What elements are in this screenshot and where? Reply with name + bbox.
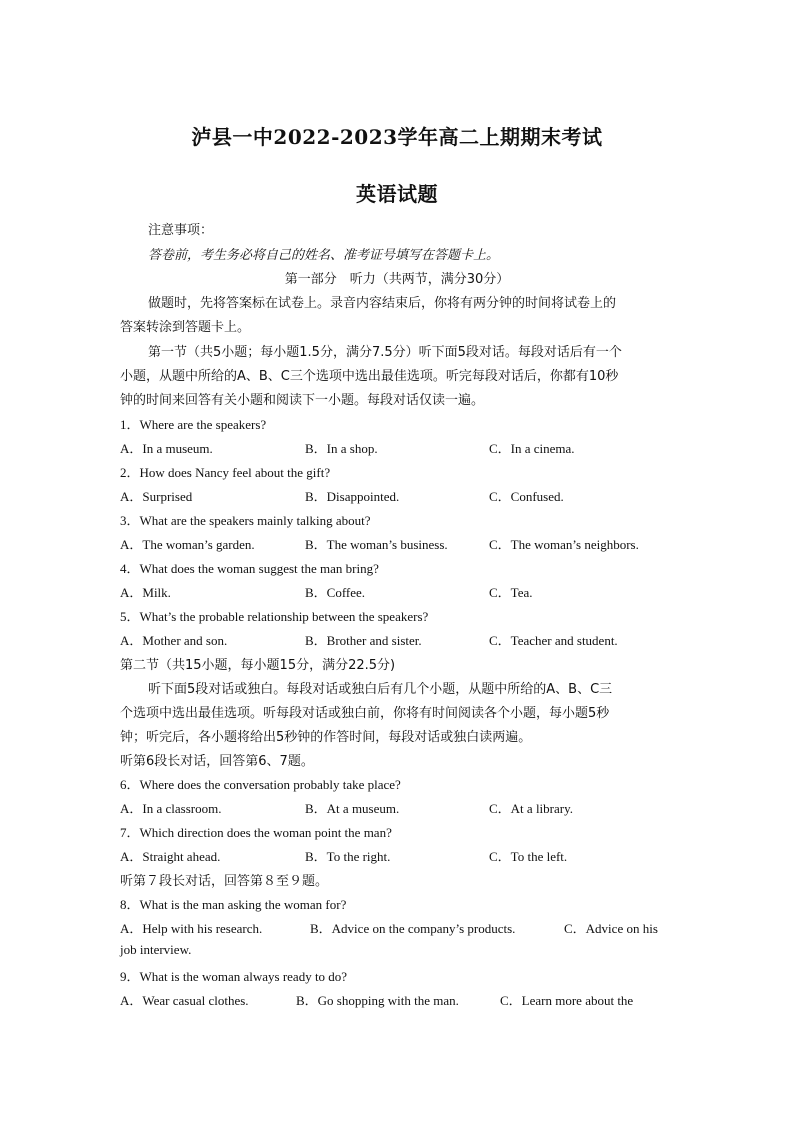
q3-option-b: B．The woman’s business. bbox=[305, 537, 448, 552]
q7-option-c: C．To the left. bbox=[489, 849, 568, 864]
q8-option-c-continued: job interview. bbox=[120, 942, 192, 957]
q9-option-b: B．Go shopping with the man. bbox=[296, 993, 459, 1008]
question-3: 3．What are the speakers mainly talking about? bbox=[120, 513, 371, 528]
section2-line-1: 听下面5段对话或独白。每段对话或独白后有几个小题，从题中所给的A、B、C三 bbox=[148, 682, 613, 697]
subject-title: 英语试题 bbox=[356, 182, 438, 206]
q3-option-c: C．The woman’s neighbors. bbox=[489, 537, 639, 552]
section2-heading: 第二节（共15小题，每小题15分，满分22.5分) bbox=[120, 658, 396, 673]
part1-heading: 第一部分 听力（共两节，满分30分） bbox=[284, 272, 510, 287]
q4-option-c: C．Tea. bbox=[489, 585, 533, 600]
q6-option-b: B．At a museum. bbox=[305, 801, 400, 816]
q8-option-c: C．Advice on his bbox=[564, 921, 658, 936]
notice-text: 答卷前，考生务必将自己的姓名、准考证号填写在答题卡上。 bbox=[148, 248, 500, 263]
section2-line-3: 钟；听完后，各小题将给出5秒钟的作答时间，每段对话或独白读两遍。 bbox=[120, 730, 532, 745]
question-1: 1．Where are the speakers? bbox=[120, 417, 267, 432]
question-5: 5．What’s the probable relationship between the speakers? bbox=[120, 609, 429, 624]
question-8: 8．What is the man asking the woman for? bbox=[120, 897, 347, 912]
section1-line-1: 第一节（共5小题；每小题1.5分，满分7.5分）听下面5段对话。每段对话后有一个 bbox=[148, 345, 622, 360]
q5-option-b: B．Brother and sister. bbox=[305, 633, 422, 648]
q1-option-a: A．In a museum. bbox=[120, 441, 213, 456]
q2-option-c: C．Confused. bbox=[489, 489, 564, 504]
section2-line-2: 个选项中选出最佳选项。听每段对话或独白前，你将有时间阅读各个小题，每小题5秒 bbox=[120, 706, 610, 721]
talk6-instruction: 听第6段长对话，回答第6、7题。 bbox=[120, 754, 314, 769]
q6-option-a: A．In a classroom. bbox=[120, 801, 222, 816]
q4-option-a: A．Milk. bbox=[120, 585, 171, 600]
question-7: 7．Which direction does the woman point the man? bbox=[120, 825, 392, 840]
q3-option-a: A．The woman’s garden. bbox=[120, 537, 255, 552]
question-4: 4．What does the woman suggest the man bring? bbox=[120, 561, 379, 576]
q1-option-c: C．In a cinema. bbox=[489, 441, 575, 456]
section1-line-3: 钟的时间来回答有关小题和阅读下一小题。每段对话仅读一遍。 bbox=[120, 393, 485, 408]
intro-line-1: 做题时，先将答案标在试卷上。录音内容结束后，你将有两分钟的时间将试卷上的 bbox=[148, 296, 617, 311]
intro-line-2: 答案转涂到答题卡上。 bbox=[120, 320, 251, 335]
q5-option-c: C．Teacher and student. bbox=[489, 633, 618, 648]
q9-option-c: C．Learn more about the bbox=[500, 993, 634, 1008]
question-2: 2．How does Nancy feel about the gift? bbox=[120, 465, 331, 480]
q2-option-a: A．Surprised bbox=[120, 489, 193, 504]
q2-option-b: B．Disappointed. bbox=[305, 489, 400, 504]
q4-option-b: B．Coffee. bbox=[305, 585, 366, 600]
q6-option-c: C．At a library. bbox=[489, 801, 573, 816]
q7-option-b: B．To the right. bbox=[305, 849, 391, 864]
talk7-instruction: 听第７段长对话，回答第８至９题。 bbox=[120, 874, 329, 889]
q8-option-a: A．Help with his research. bbox=[120, 921, 263, 936]
section1-line-2: 小题，从题中所给的A、B、C三个选项中选出最佳选项。听完每段对话后，你都有10秒 bbox=[120, 369, 619, 384]
question-9: 9．What is the woman always ready to do? bbox=[120, 969, 348, 984]
question-6: 6．Where does the conversation probably take place? bbox=[120, 777, 401, 792]
notice-label: 注意事项： bbox=[148, 223, 214, 238]
page-title: 泸县一中2022-2023学年高二上期期末考试 bbox=[191, 125, 603, 149]
q8-option-b: B．Advice on the company’s products. bbox=[310, 921, 516, 936]
q1-option-b: B．In a shop. bbox=[305, 441, 378, 456]
q7-option-a: A．Straight ahead. bbox=[120, 849, 221, 864]
q5-option-a: A．Mother and son. bbox=[120, 633, 228, 648]
q9-option-a: A．Wear casual clothes. bbox=[120, 993, 249, 1008]
